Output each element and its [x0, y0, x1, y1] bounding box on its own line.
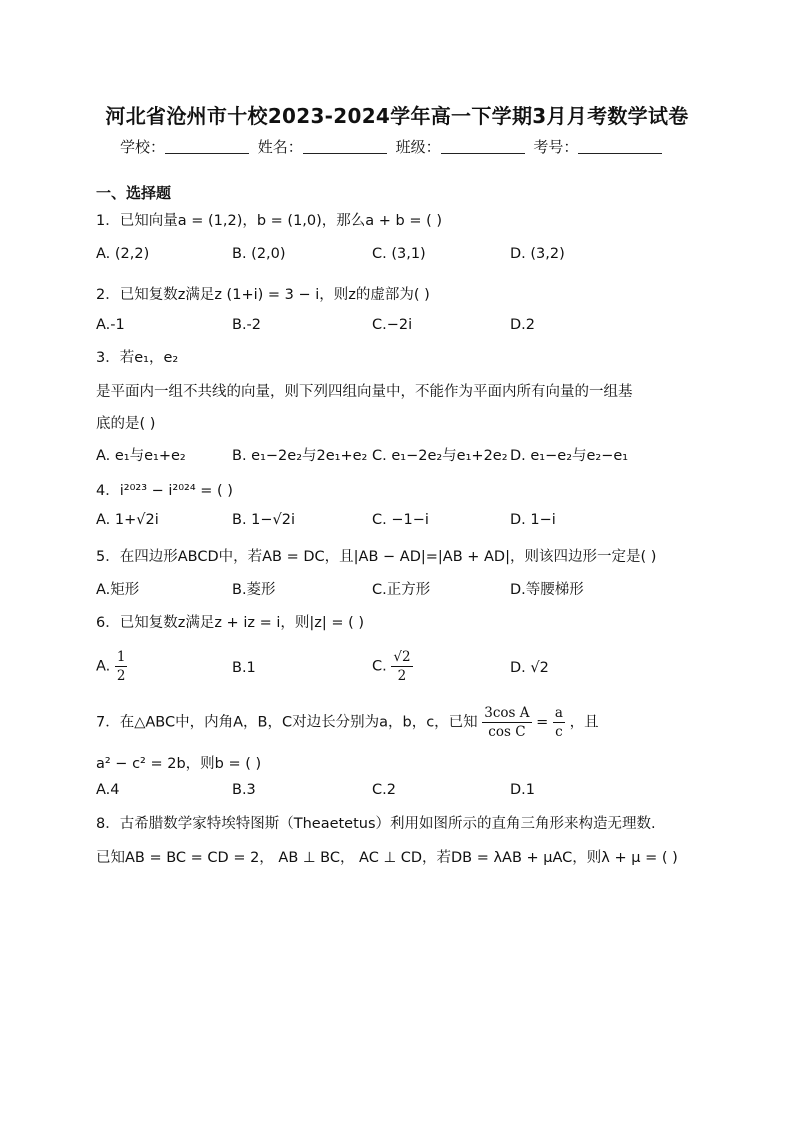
section-heading: 一、选择题	[96, 184, 172, 202]
fraction-denominator: cos C	[488, 724, 526, 740]
q5-option-d: D.等腰梯形	[510, 582, 584, 598]
q6-option-c-label: C.	[372, 658, 387, 675]
q7-option-c: C.2	[372, 782, 396, 798]
name-blank[interactable]	[303, 139, 387, 154]
q6-option-a	[96, 648, 127, 685]
number-label: 考号：	[533, 138, 579, 156]
q7-option-b: B.3	[232, 782, 256, 798]
question-8-stem: 8．古希腊数学家特埃特图斯（Theaetetus）利用如图所示的直角三角形来构造无理数.	[96, 816, 656, 832]
q7-fraction-right	[553, 704, 565, 741]
q6-option-a-label: A.	[96, 658, 111, 675]
question-8-stem-line2: 已知AB = BC = CD = 2， AB ⊥ BC， AC ⊥ CD，若DB = λAB + μAC，则λ + μ = ( )	[96, 850, 678, 866]
class-label: 班级：	[395, 138, 441, 156]
question-7-text: 7．在△ABC中，内角A，B，C对边长分别为a，b，c，已知	[96, 714, 478, 731]
q1-option-c: C. (3,1)	[372, 246, 426, 262]
q2-option-d: D.2	[510, 317, 535, 333]
q3-option-b: B. e₁−2e₂与2e₁+e₂	[232, 448, 368, 464]
q7-fraction-left	[482, 704, 531, 741]
question-3-stem-line3: 底的是( )	[96, 416, 156, 432]
q5-option-b: B.菱形	[232, 582, 276, 598]
fraction-numerator: 3cos A	[484, 705, 530, 721]
question-6-stem: 6．已知复数z满足z + iz = i，则|z| = ( )	[96, 615, 365, 631]
page-title: 河北省沧州市十校2023-2024学年高一下学期3月月考数学试卷	[105, 104, 689, 128]
q2-option-a: A.-1	[96, 317, 125, 333]
question-5-stem: 5．在四边形ABCD中，若AB = DC，且|AB − AD|=|AB + AD|，则该四边形一定是( )	[96, 549, 657, 565]
q1-option-d: D. (3,2)	[510, 246, 565, 262]
q7-equals: =	[536, 714, 549, 731]
q4-option-b: B. 1−√2i	[232, 512, 296, 528]
class-blank[interactable]	[441, 139, 525, 154]
q2-option-b: B.-2	[232, 317, 262, 333]
q7-option-a: A.4	[96, 782, 120, 798]
question-1-stem: 1．已知向量a = (1,2)，b = (1,0)，那么a + b = ( )	[96, 213, 443, 229]
fraction-denominator: c	[555, 724, 563, 740]
question-4-stem: 4．i²⁰²³ − i²⁰²⁴ = ( )	[96, 483, 233, 499]
fraction-numerator: a	[554, 705, 563, 721]
number-blank[interactable]	[578, 139, 662, 154]
fraction-numerator: 1	[116, 649, 126, 665]
q3-option-a: A. e₁与e₁+e₂	[96, 448, 186, 464]
student-info-line	[120, 136, 666, 157]
question-7-stem-line2: a² − c² = 2b，则b = ( )	[96, 756, 262, 772]
fraction-denominator: 2	[397, 668, 407, 684]
school-label: 学校：	[120, 138, 166, 156]
fraction-denominator: 2	[116, 668, 126, 684]
q1-option-b: B. (2,0)	[232, 246, 286, 262]
q7-option-d: D.1	[510, 782, 535, 798]
q7-tail: ，且	[569, 714, 599, 731]
q3-option-c: C. e₁−2e₂与e₁+2e₂	[372, 448, 508, 464]
q1-option-a: A. (2,2)	[96, 246, 150, 262]
question-3-stem-line2: 是平面内一组不共线的向量，则下列四组向量中，不能作为平面内所有向量的一组基	[96, 384, 633, 400]
q4-option-c: C. −1−i	[372, 512, 429, 528]
q4-option-a: A. 1+√2i	[96, 512, 159, 528]
q6-option-d: D. √2	[510, 660, 549, 676]
fraction-numerator: √2	[393, 649, 411, 665]
question-7-stem	[96, 704, 599, 741]
q4-option-d: D. 1−i	[510, 512, 556, 528]
q6-option-c	[372, 648, 413, 685]
school-blank[interactable]	[165, 139, 249, 154]
q5-option-c: C.正方形	[372, 582, 431, 598]
q6-option-b: B.1	[232, 660, 256, 676]
q6-option-a-fraction	[115, 648, 128, 685]
q5-option-a: A.矩形	[96, 582, 140, 598]
q6-option-c-fraction	[391, 648, 412, 685]
q3-option-d: D. e₁−e₂与e₂−e₁	[510, 448, 629, 464]
question-3-stem: 3．若e₁，e₂	[96, 350, 179, 366]
question-2-stem: 2．已知复数z满足z (1+i) = 3 − i，则z的虚部为( )	[96, 287, 430, 303]
q2-option-c: C.−2i	[372, 317, 413, 333]
name-label: 姓名：	[257, 138, 303, 156]
